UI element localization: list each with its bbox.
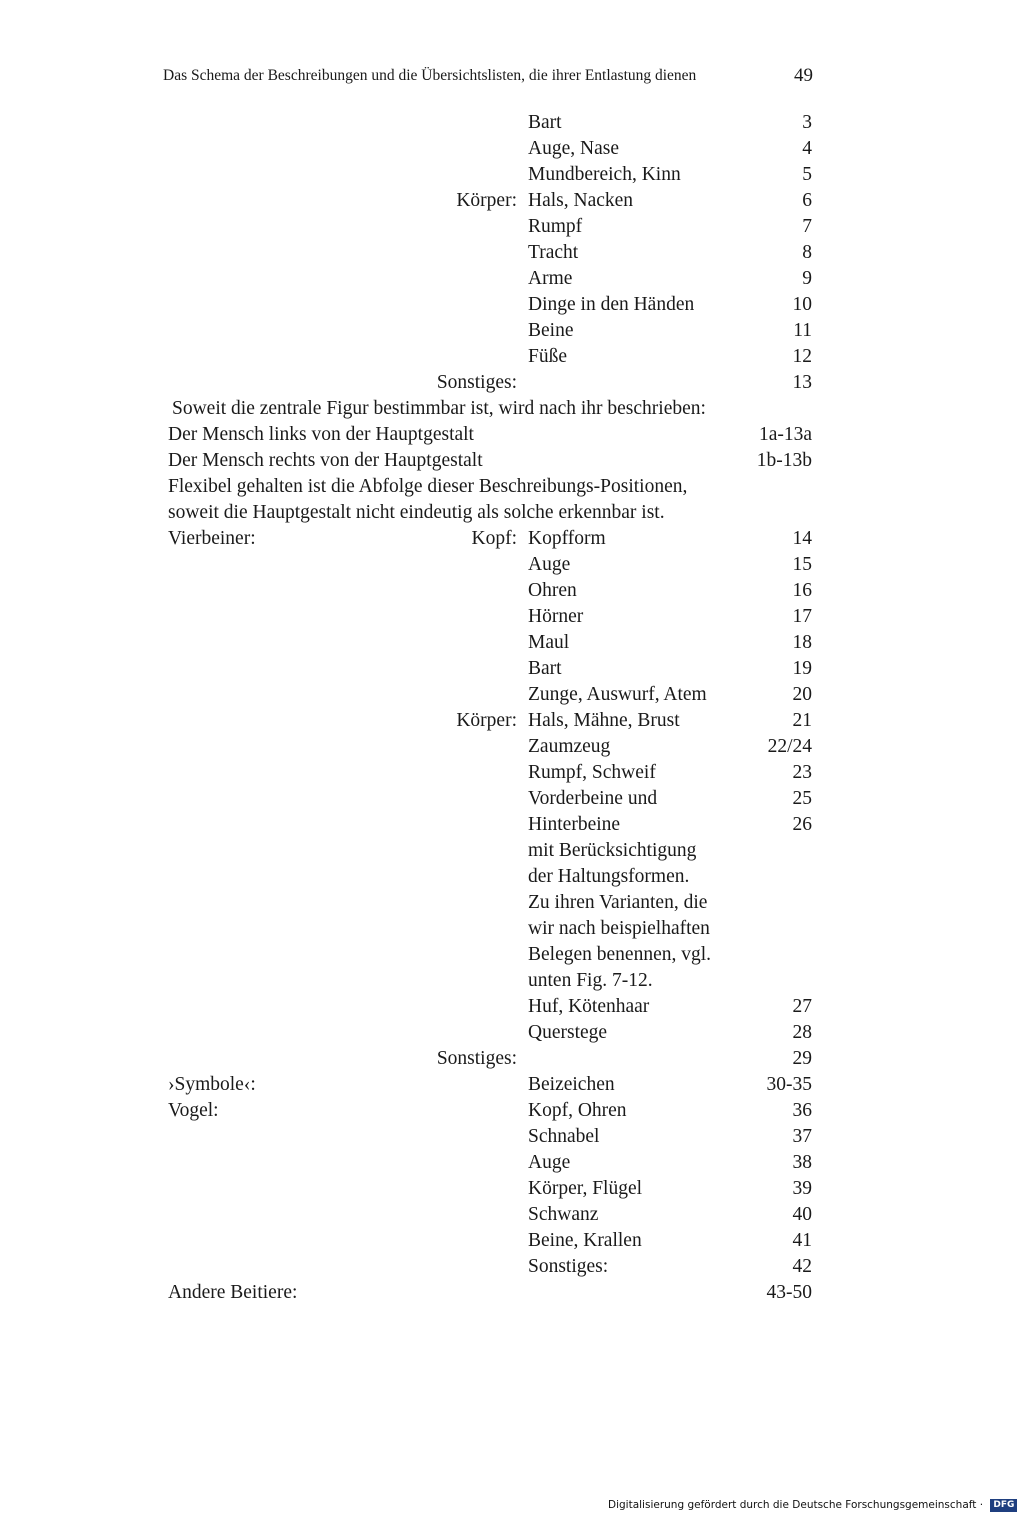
row-item: Hals, Mähne, Brust xyxy=(528,710,680,731)
list-row xyxy=(0,656,1000,682)
list-row xyxy=(0,136,1000,162)
row-group-label: ›Symbole‹: xyxy=(168,1074,256,1095)
row-item: Dinge in den Händen xyxy=(528,294,695,315)
row-number: 3 xyxy=(802,112,812,133)
row-number: 39 xyxy=(792,1178,812,1199)
row-number: 28 xyxy=(792,1022,812,1043)
list-row xyxy=(0,1228,1000,1254)
row-item: Maul xyxy=(528,632,570,653)
list-row xyxy=(0,1098,1000,1124)
row-item: Füße xyxy=(528,346,567,367)
row-text: Flexibel gehalten ist die Abfolge dieser Beschreibungs-Positionen, xyxy=(168,476,688,497)
row-number: 1b-13b xyxy=(756,450,812,471)
row-number: 14 xyxy=(792,528,812,549)
row-item: Hinterbeine xyxy=(528,814,621,835)
row-number: 25 xyxy=(792,788,812,809)
row-number: 11 xyxy=(793,320,812,341)
row-number: 36 xyxy=(792,1100,812,1121)
footer-text: Digitalisierung gefördert durch die Deutsche Forschungsgemeinschaft · xyxy=(608,1499,984,1511)
row-item: Zunge, Auswurf, Atem xyxy=(528,684,707,705)
row-text: Der Mensch rechts von der Hauptgestalt xyxy=(168,450,483,471)
row-number: 17 xyxy=(792,606,812,627)
row-item: Körper, Flügel xyxy=(528,1178,643,1199)
list-row xyxy=(0,604,1000,630)
list-row xyxy=(0,812,1000,838)
row-number: 4 xyxy=(802,138,812,159)
row-number: 16 xyxy=(792,580,812,601)
row-number: 29 xyxy=(792,1048,812,1069)
list-row xyxy=(0,552,1000,578)
row-number: 22/24 xyxy=(767,736,812,757)
row-item: mit Berücksichtigung xyxy=(528,840,697,861)
row-number: 7 xyxy=(802,216,812,237)
list-row xyxy=(0,500,1000,526)
row-group-label: Vogel: xyxy=(168,1100,219,1121)
row-number: 10 xyxy=(792,294,812,315)
row-item: Sonstiges: xyxy=(528,1256,609,1277)
list-row xyxy=(0,890,1000,916)
row-group-label: Andere Beitiere: xyxy=(168,1282,298,1303)
row-number: 19 xyxy=(792,658,812,679)
row-number: 20 xyxy=(792,684,812,705)
row-item: Hals, Nacken xyxy=(528,190,634,211)
list-row xyxy=(0,1020,1000,1046)
row-item: Arme xyxy=(528,268,573,289)
list-row xyxy=(0,1150,1000,1176)
list-row xyxy=(0,1046,1000,1072)
row-number: 26 xyxy=(792,814,812,835)
list-row xyxy=(0,682,1000,708)
list-row xyxy=(0,162,1000,188)
list-row xyxy=(0,474,1000,500)
row-group-label: Vierbeiner: xyxy=(168,528,256,549)
row-item: Zu ihren Varianten, die xyxy=(528,892,708,913)
row-text: Soweit die zentrale Figur bestimmbar ist, wird nach ihr beschrieben: xyxy=(172,398,706,419)
row-item: Rumpf, Schweif xyxy=(528,762,656,783)
row-category: Körper: xyxy=(456,710,517,731)
row-item: Bart xyxy=(528,112,562,133)
list-row xyxy=(0,188,1000,214)
list-row xyxy=(0,630,1000,656)
list-row xyxy=(0,1176,1000,1202)
row-number: 41 xyxy=(792,1230,812,1251)
row-number: 37 xyxy=(792,1126,812,1147)
row-category: Körper: xyxy=(456,190,517,211)
row-item: Ohren xyxy=(528,580,577,601)
list-row xyxy=(0,266,1000,292)
row-category: Sonstiges: xyxy=(436,372,517,393)
list-row xyxy=(0,448,1000,474)
list-row xyxy=(0,292,1000,318)
list-row xyxy=(0,110,1000,136)
list-row xyxy=(0,708,1000,734)
list-row xyxy=(0,422,1000,448)
list-row xyxy=(0,344,1000,370)
row-number: 21 xyxy=(792,710,812,731)
row-item: Kopf, Ohren xyxy=(528,1100,627,1121)
running-head-title: Das Schema der Beschreibungen und die Übersichtslisten, die ihrer Entlastung dienen xyxy=(163,67,697,84)
running-head xyxy=(163,64,813,88)
row-number: 1a-13a xyxy=(758,424,812,445)
list-row xyxy=(0,578,1000,604)
row-number: 42 xyxy=(792,1256,812,1277)
list-row xyxy=(0,916,1000,942)
row-number: 8 xyxy=(802,242,812,263)
row-item: Huf, Kötenhaar xyxy=(528,996,650,1017)
row-item: der Haltungsformen. xyxy=(528,866,690,887)
row-item: Hörner xyxy=(528,606,584,627)
row-number: 5 xyxy=(802,164,812,185)
row-item: Auge xyxy=(528,1152,571,1173)
list-row xyxy=(0,1124,1000,1150)
list-row xyxy=(0,968,1000,994)
row-item: Vorderbeine und xyxy=(528,788,658,809)
row-category: Sonstiges: xyxy=(436,1048,517,1069)
row-item: Beizeichen xyxy=(528,1074,615,1095)
page-number: 49 xyxy=(794,65,813,86)
list-row xyxy=(0,240,1000,266)
dfg-logo: DFG xyxy=(990,1499,1017,1512)
row-item: Rumpf xyxy=(528,216,583,237)
list-row xyxy=(0,318,1000,344)
list-row xyxy=(0,942,1000,968)
list-row xyxy=(0,1280,1000,1306)
row-number: 23 xyxy=(792,762,812,783)
list-row xyxy=(0,214,1000,240)
row-item: wir nach beispielhaften xyxy=(528,918,710,939)
row-item: Tracht xyxy=(528,242,579,263)
row-number: 40 xyxy=(792,1204,812,1225)
row-category: Kopf: xyxy=(471,528,517,549)
row-item: Mundbereich, Kinn xyxy=(528,164,681,185)
list-row xyxy=(0,1254,1000,1280)
list-row xyxy=(0,838,1000,864)
row-number: 13 xyxy=(792,372,812,393)
row-text: Der Mensch links von der Hauptgestalt xyxy=(168,424,474,445)
row-number: 6 xyxy=(802,190,812,211)
row-number: 15 xyxy=(792,554,812,575)
row-item: Querstege xyxy=(528,1022,608,1043)
row-item: Zaumzeug xyxy=(528,736,611,757)
digitization-footer xyxy=(608,1497,1017,1513)
row-number: 43-50 xyxy=(766,1282,812,1303)
row-item: unten Fig. 7-12. xyxy=(528,970,653,991)
list-row xyxy=(0,734,1000,760)
row-number: 18 xyxy=(792,632,812,653)
row-item: Belegen benennen, vgl. xyxy=(528,944,712,965)
list-row xyxy=(0,864,1000,890)
row-number: 9 xyxy=(802,268,812,289)
row-item: Auge xyxy=(528,554,571,575)
row-item: Beine, Krallen xyxy=(528,1230,642,1251)
row-item: Schwanz xyxy=(528,1204,599,1225)
list-row xyxy=(0,526,1000,552)
list-row xyxy=(0,994,1000,1020)
list-row xyxy=(0,396,1000,422)
row-item: Kopfform xyxy=(528,528,606,549)
row-item: Beine xyxy=(528,320,574,341)
row-text: soweit die Hauptgestalt nicht eindeutig als solche erkennbar ist. xyxy=(168,502,665,523)
row-number: 12 xyxy=(792,346,812,367)
row-item: Auge, Nase xyxy=(528,138,619,159)
list-row xyxy=(0,1202,1000,1228)
row-number: 38 xyxy=(792,1152,812,1173)
row-number: 30-35 xyxy=(766,1074,812,1095)
list-row xyxy=(0,1072,1000,1098)
list-row xyxy=(0,760,1000,786)
list-row xyxy=(0,370,1000,396)
row-item: Schnabel xyxy=(528,1126,600,1147)
row-number: 27 xyxy=(792,996,812,1017)
list-row xyxy=(0,786,1000,812)
row-item: Bart xyxy=(528,658,562,679)
